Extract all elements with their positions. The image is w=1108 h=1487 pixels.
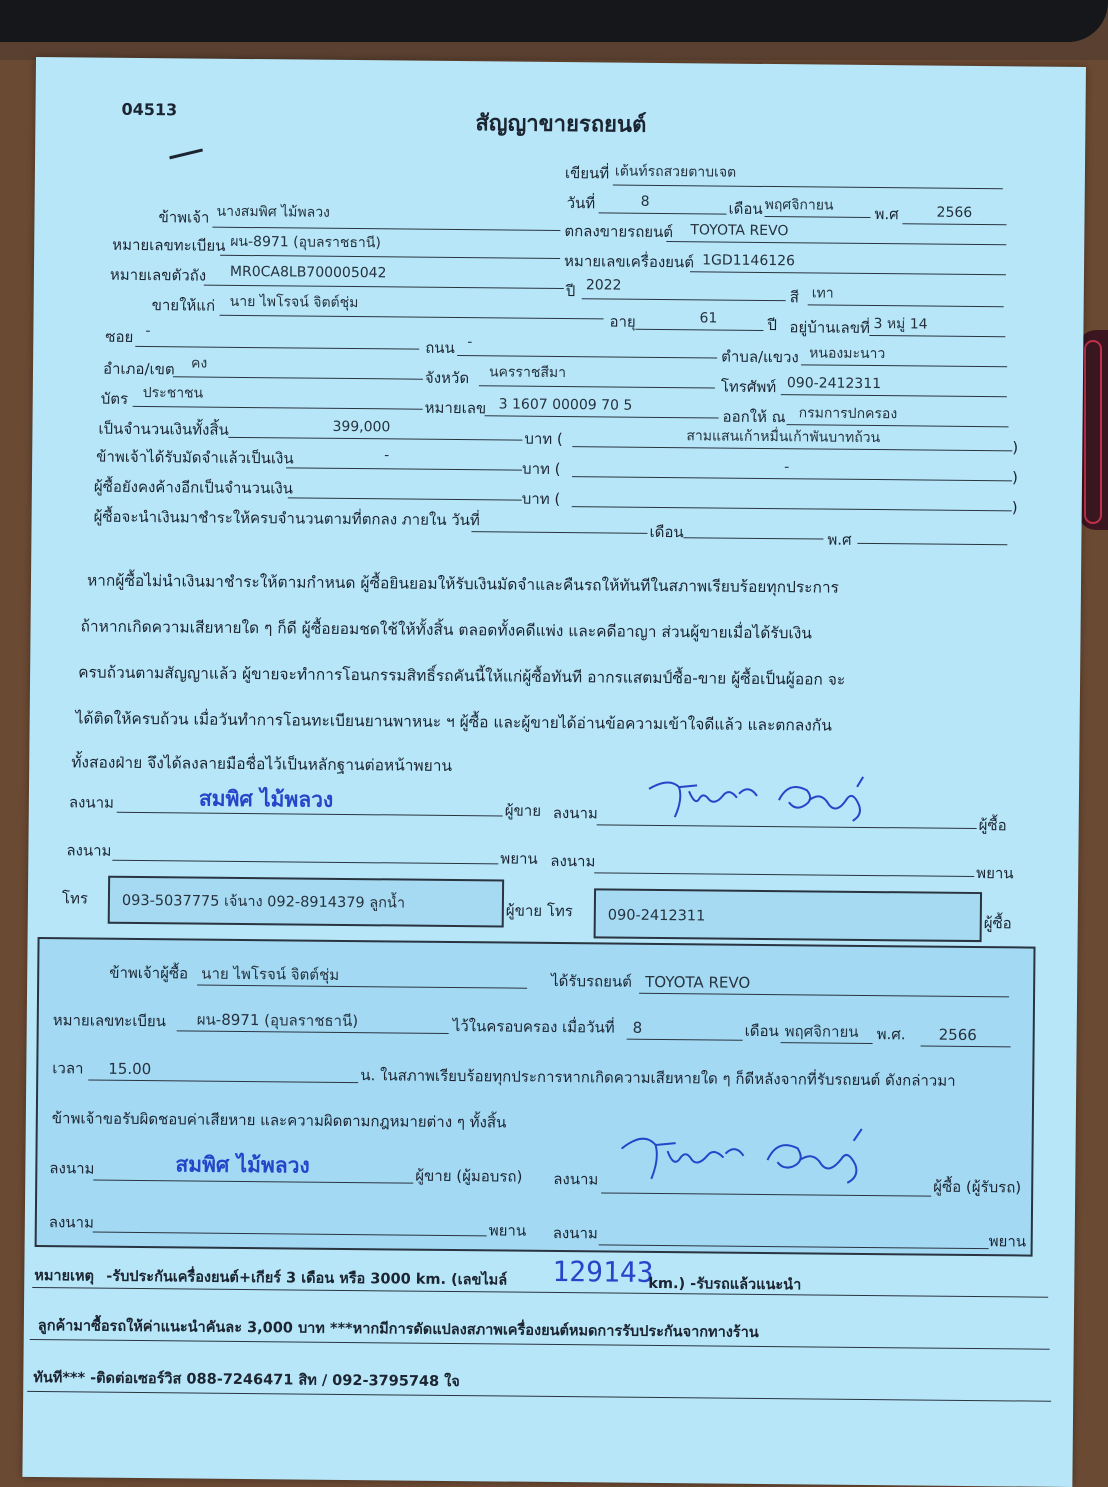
underline <box>457 355 717 358</box>
year-value: 2566 <box>936 204 973 221</box>
year-model-value: 2022 <box>585 277 622 294</box>
underline <box>133 406 423 410</box>
pay-year-label: พ.ศ <box>827 530 852 549</box>
road-value: - <box>467 334 473 351</box>
possession-year: 2566 <box>938 1025 977 1045</box>
underline <box>690 271 1006 275</box>
seller-label: ข้าพเจ้า <box>158 208 210 227</box>
month-value: พฤศจิกายน <box>764 196 834 214</box>
day-label: วันที่ <box>566 194 596 213</box>
remark-line1b: km.) -รับรถแล้วแนะนำ <box>648 1275 802 1294</box>
seller-value: นางสมพิศ ไม้พลวง <box>216 203 331 221</box>
remaining-close: ) <box>1011 498 1018 517</box>
pay-month-label: เดือน <box>649 522 684 542</box>
possession-month-label: เดือน <box>744 1021 779 1041</box>
agree-sell-value: TOYOTA REVO <box>690 222 789 240</box>
receipt-buyer-signature <box>607 1124 888 1193</box>
underline <box>177 1030 449 1034</box>
district-label: อำเภอ/เขต <box>102 359 175 379</box>
total-words: สามแสนเก้าหมื่นเก้าพันบาทถ้วน <box>686 428 881 447</box>
soi-value: - <box>145 323 151 340</box>
deposit-label: ข้าพเจ้าได้รับมัดจำแล้วเป็นเงิน <box>96 447 294 468</box>
dark-object <box>0 0 1108 42</box>
phone-value: 090-2412311 <box>786 375 882 393</box>
remark-line2: ลูกค้ามาซื้อรถให้ค่าแนะนำคันละ 3,000 บาท ***หากมีการดัดแปลงสภาพเครื่องยนต์หมดการรับประกันจากทางร้าน <box>37 1318 759 1341</box>
receipt-sign-label: ลงนาม <box>49 1159 95 1178</box>
year-label: พ.ศ <box>874 205 899 224</box>
receipt-buyer: นาย ไพโรจน์ จิตต์ชุ่ม <box>201 964 340 984</box>
underline <box>93 1232 487 1237</box>
underline <box>485 415 719 418</box>
written-at-label: เขียนที่ <box>564 164 610 183</box>
underline <box>212 227 560 231</box>
possession-day: 8 <box>632 1018 643 1037</box>
document-number: 04513 <box>121 99 178 120</box>
house-value: 3 หมู่ 14 <box>873 316 928 333</box>
buyer-label: ขายให้แก่ <box>151 296 216 315</box>
possession-year-label: พ.ศ. <box>876 1025 906 1044</box>
underline <box>204 285 564 289</box>
underline <box>30 1339 1050 1350</box>
paragraph-line: ทั้งสองฝ่าย จึงได้ลงลายมือชื่อไว้เป็นหลักฐานต่อหน้าพยาน <box>71 753 453 775</box>
sign-label: ลงนาม <box>66 841 112 860</box>
contract-paper <box>22 57 1086 1487</box>
subdistrict-value: หนองมะนาว <box>809 345 886 363</box>
year-model-label: ปี <box>565 282 576 301</box>
underline <box>683 537 823 539</box>
phone-label: โทรศัพท์ <box>720 377 777 397</box>
deposit-words: - <box>784 459 790 476</box>
buyer-phone: 090-2412311 <box>607 907 706 925</box>
underline <box>197 985 527 989</box>
receipt-sign-label: ลงนาม <box>552 1223 598 1243</box>
total-label: เป็นจำนวนเงินทั้งสิ้น <box>98 419 229 439</box>
condition-text: น. ในสภาพเรียบร้อยทุกประการหากเกิดความเสียหายใด ๆ ก็ดีหลังจากที่รับรถยนต์ ดังกล่าวมา <box>360 1066 956 1090</box>
underline <box>572 446 1012 451</box>
remark-line1a: -รับประกันเครื่องยนต์+เกียร์ 3 เดือน หรือ 3000 km. (เลขไมล์ <box>106 1268 508 1289</box>
card-value: ประชาชน <box>142 385 204 402</box>
underline <box>801 364 1007 367</box>
underline <box>228 437 522 441</box>
color-value: เทา <box>811 285 834 302</box>
pay-by-label: ผู้ซื้อจะนำเงินมาชำระให้ครบจำนวนตามที่ตกลง ภายใน วันที่ <box>93 507 480 530</box>
underline <box>286 467 522 470</box>
receipt-seller-signature: สมพิศ ไม้พลวง <box>175 1151 310 1178</box>
total-close: ) <box>1012 438 1019 457</box>
sign-label: ลงนาม <box>552 803 598 823</box>
underline <box>220 315 604 320</box>
underline <box>471 531 647 534</box>
remark-label: หมายเหตุ <box>34 1268 95 1285</box>
paragraph-line: ได้ติดให้ครบถ้วน เมื่อวันทำการโอนทะเบียนยานพาหนะ ฯ ผู้ซื้อ และผู้ขายได้อ่านข้อความเข้าใจดีแล้ว และตกลงกัน <box>75 709 832 735</box>
road-label: ถนน <box>425 338 455 357</box>
underline <box>582 298 786 301</box>
underline <box>27 1391 1051 1402</box>
remaining-label: ผู้ซื้อยังคงค้างอีกเป็นจำนวนเงิน <box>93 477 294 498</box>
seller-role: ผู้ขาย <box>504 801 542 820</box>
total-baht: บาท ( <box>524 429 563 449</box>
seller-signature: สมพิศ ไม้พลวง <box>198 785 334 812</box>
card-no-value: 3 1607 00009 70 5 <box>498 396 633 414</box>
underline <box>32 1287 1048 1298</box>
underline <box>599 1244 989 1249</box>
receipt-buyer-label: ข้าพเจ้าผู้ซื้อ <box>109 963 189 983</box>
age-value: 61 <box>699 310 718 327</box>
district-value: คง <box>191 355 208 372</box>
witness-label: พยาน <box>500 849 538 868</box>
sign-label: ลงนาม <box>550 851 596 871</box>
responsibility-text: ข้าพเจ้าขอรับผิดชอบค่าเสียหาย และความผิดตามกฎหมายต่าง ๆ ทั้งสิ้น <box>51 1109 507 1132</box>
age-unit: ปี <box>767 315 778 335</box>
receipt-buyer-role: ผู้ซื้อ (ผู้รับรถ) <box>933 1177 1022 1197</box>
receipt-reg-label: หมายเลขทะเบียน <box>52 1011 167 1031</box>
time-value: 15.00 <box>108 1059 152 1079</box>
underline <box>635 329 763 331</box>
house-label: อยู่บ้านเลขที่ <box>789 318 871 337</box>
underline <box>787 424 1009 427</box>
registration-label: หมายเลขทะเบียน <box>112 235 226 255</box>
received-label: ได้รับรถยนต์ <box>551 971 633 991</box>
receipt-box <box>35 937 1036 1257</box>
underline <box>613 185 1003 190</box>
remark-line3: ทันที*** -ติดต่อเซอร์วิส 088-7246471 สิท / 092-3795748 ใจ <box>33 1369 460 1391</box>
underline <box>572 476 1012 481</box>
deposit-close: ) <box>1011 468 1018 487</box>
underline <box>902 223 1006 225</box>
underline <box>173 376 423 379</box>
underline <box>112 860 498 865</box>
receipt-reg: ผน-8971 (อุบลราชธานี) <box>196 1010 359 1031</box>
possession-label: ไว้ในครอบครอง เมื่อวันที่ <box>452 1017 615 1037</box>
written-at-value: เต้นท์รถสวยตาบเจต <box>614 163 737 181</box>
witness-label: พยาน <box>976 864 1014 883</box>
buyer-phone-role: ผู้ซื้อ <box>983 914 1012 933</box>
agree-sell-label: ตกลงขายรถยนต์ <box>564 222 674 242</box>
province-value: นครราชสีมา <box>488 364 567 382</box>
underline <box>572 506 1012 511</box>
card-no-label: หมายเลข <box>424 398 487 418</box>
time-label: เวลา <box>52 1059 84 1078</box>
engine-label: หมายเลขเครื่องยนต์ <box>564 252 695 272</box>
underline <box>808 304 1004 307</box>
deposit-baht: บาท ( <box>522 459 561 479</box>
age-label: อายุ <box>609 312 636 331</box>
paragraph-line: ถ้าหากเกิดความเสียหายใด ๆ ก็ดี ผู้ซื้อยอมชดใช้ให้ทั้งสิ้น ตลอดทั้งคดีแพ่ง และคดีอาญา ส่วนผู้ขายเมื่อได้รับเงิน <box>80 617 813 643</box>
underline <box>869 335 1005 337</box>
subdistrict-label: ตำบล/แขวง <box>721 347 799 367</box>
card-label: บัตร <box>100 389 129 408</box>
underline <box>857 543 1007 545</box>
color-label: สี <box>789 288 799 307</box>
document-title: สัญญาขายรถยนต์ <box>475 111 647 138</box>
receipt-seller-role: ผู้ขาย (ผู้มอบรถ) <box>415 1166 523 1186</box>
issued-value: กรมการปกครอง <box>798 405 898 423</box>
receipt-witness: พยาน <box>988 1232 1027 1251</box>
underline <box>93 1180 413 1184</box>
pen-mark <box>169 148 203 159</box>
background-top <box>0 0 1108 60</box>
total-value: 399,000 <box>332 418 391 436</box>
receipt-sign-label: ลงนาม <box>48 1213 95 1232</box>
underline <box>765 216 871 218</box>
sign-label: ลงนาม <box>68 793 115 812</box>
underline <box>599 212 727 214</box>
chassis-label: หมายเลขตัวถัง <box>109 265 207 285</box>
paragraph-line: หากผู้ซื้อไม่นำเงินมาชำระให้ตามกำหนด ผู้ซื้อยินยอมให้รับเงินมัดจำและคืนรถให้ทันทีในสภาพเรียบร้อยทุกประการ <box>86 571 840 597</box>
underline <box>594 872 974 877</box>
contact-label: โทร <box>61 889 89 908</box>
issued-label: ออกให้ ณ <box>722 407 786 427</box>
underline <box>781 1042 873 1044</box>
underline <box>135 346 419 350</box>
buyer-role: ผู้ซื้อ <box>978 816 1007 835</box>
day-value: 8 <box>640 193 650 210</box>
engine-value: 1GD1146126 <box>702 252 796 270</box>
received-car: TOYOTA REVO <box>645 972 751 992</box>
underline <box>220 255 560 259</box>
mileage-value: 129143 <box>552 1254 654 1289</box>
underline <box>639 993 1009 998</box>
underline <box>921 1045 1011 1047</box>
buyer-phone-box <box>594 888 982 942</box>
receipt-witness: พยาน <box>488 1221 527 1240</box>
underline <box>288 497 522 500</box>
underline <box>666 241 1006 245</box>
seller-phones: 093-5037775 เจ้นาง 092-8914379 ลูกน้ำ <box>121 892 406 912</box>
chassis-value: MR0CA8LB700005042 <box>229 263 387 282</box>
underline <box>479 385 715 388</box>
deposit-value: - <box>384 447 390 464</box>
registration-value: ผน-8971 (อุบลราชธานี) <box>230 233 381 252</box>
underline <box>627 1039 743 1041</box>
paragraph-line: ครบถ้วนตามสัญญาแล้ว ผู้ขายจะทำการโอนกรรมสิทธิ์รถคันนี้ให้แก่ผู้ซื้อทันที อากรแสตมป์ซื้อ-ขาย ผู้ซื้อเป็นผู้ออก จะ <box>78 663 846 689</box>
seller-phone-role: ผู้ขาย โทร <box>505 901 573 921</box>
province-label: จังหวัด <box>424 368 470 388</box>
underline <box>88 1080 358 1084</box>
buyer-signature <box>639 769 880 831</box>
possession-month: พฤศจิกายน <box>784 1022 859 1041</box>
remaining-baht: บาท ( <box>521 489 561 509</box>
seller-phone-box <box>108 876 504 928</box>
buyer-value: นาย ไพโรจน์ จิตต์ชุ่ม <box>229 293 359 312</box>
month-label: เดือน <box>728 199 763 218</box>
underline <box>781 394 1007 397</box>
receipt-sign-label: ลงนาม <box>553 1169 599 1189</box>
soi-label: ซอย <box>105 327 134 346</box>
